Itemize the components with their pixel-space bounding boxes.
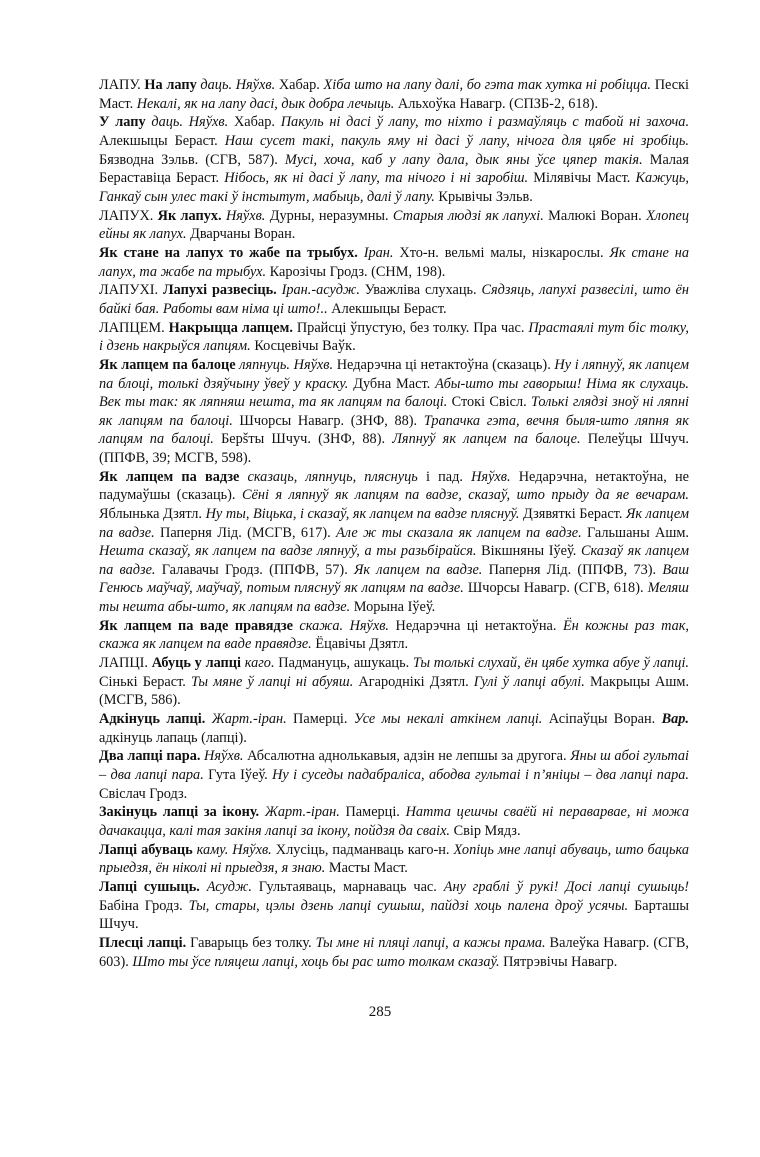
text-run: Агароднікі Дзятл. [353, 673, 474, 690]
italic-run: Іран. [357, 244, 394, 261]
italic-run: Жарт.-іран. [259, 804, 340, 821]
headword: Як лапцем па ваде правядзе [99, 617, 293, 634]
text-run: Малая Бераставіца Бераст. [99, 151, 689, 187]
italic-run: Трапачка гэта, вечня быля-што ляпня як лапцям па балоці. [99, 412, 689, 448]
text-run: ЛАПЦЕМ. [99, 319, 169, 336]
entry-paragraph [99, 617, 689, 654]
headword: Адкінуць лапці. [99, 711, 206, 728]
italic-run: Няўхв. [471, 468, 511, 485]
entry-paragraph [99, 934, 689, 971]
text-run: Дварчаны Воран. [186, 226, 296, 243]
dictionary-page [99, 76, 689, 972]
italic-run: Як лапцем па вадзе. [99, 505, 689, 541]
italic-run: Хлопец ейны як лапух. [99, 207, 689, 243]
entry-paragraph [99, 244, 689, 281]
italic-run: Ты, стары, цэлы дзень лапці сушыш, пайдзі хоць палена дроў усячы. [188, 897, 629, 914]
italic-run: Усе мы некалі аткінем лапці. [353, 711, 543, 728]
bold-italic-run: Вар. [661, 711, 689, 728]
text-run: ЛАПУХ. [99, 207, 158, 224]
italic-run: Прастаялі тут біс толку, і дзень накрыўся лапцям. [99, 319, 689, 355]
text-run: Хабар. [228, 114, 281, 131]
italic-run: Ваш Генюсь маўчаў, маўчаў, потым пляснуў як лапцям па вадзе. [99, 561, 690, 597]
italic-run: Кажуць, Ганкаў сын улес такі ў інстытут, мабыць, далі ў лапу. [99, 170, 689, 205]
text-run: Крывічы Зэльв. [434, 188, 533, 205]
entry-paragraph [99, 468, 689, 617]
text-run: Валеўка Навагр. (СГВ, 603). [99, 935, 690, 970]
text-run: Хто-н. вельмі малы, нізкарослы. [393, 244, 610, 261]
text-run: Вікшняны Іўеў. [476, 543, 581, 560]
italic-run: сказаць, ляпнуць, пляснуць [239, 468, 418, 485]
italic-run: Іран.-асудж. [276, 282, 360, 299]
italic-run: Меляш ты нешта абы-што, як лапцям па вадзе. [99, 580, 689, 615]
text-run: Хабар. [275, 77, 324, 93]
italic-run: Старыя людзі як лапухі. [392, 207, 544, 224]
text-run: Ёцавічы Дзятл. [311, 636, 409, 653]
entry-paragraph [99, 841, 689, 878]
italic-run: Ты мне ні пляці лапці, а кажы прама. [315, 935, 546, 952]
headword: У лапу [99, 114, 146, 131]
italic-run: Ты толькі слухай, ён цябе хутка абуе ў лапці. [412, 655, 690, 672]
text-run: Уважліва слухаць. [359, 282, 482, 299]
headword: Як лапцем па вадзе [99, 468, 240, 485]
text-run: Недарэчна, нетактоўна, не падумаўшы (сказаць). [99, 468, 689, 504]
text-run: Макрыцы Ашм. (МСГВ, 586). [99, 673, 690, 709]
text-run: Барташы Шчуч. [99, 897, 689, 933]
text-run: Сінькі Бераст. [99, 673, 191, 690]
text-run: Недарэчна ці нетактоўна. [389, 617, 563, 634]
headword: Як лапцем па балоце [99, 357, 236, 374]
entry-paragraph [99, 113, 689, 206]
italic-run: Хіба што на лапу далі, бо гэта так хутка ні робіцца. [323, 77, 652, 93]
text-run: ЛАПУ. [99, 77, 145, 93]
italic-run: Але ж ты сказала як лапцем па вадзе. [336, 524, 582, 541]
text-run: Шчорсы Навагр. (СГВ, 618). [463, 580, 648, 597]
italic-run: Ляпнуў як лапцем па балоце. [392, 431, 581, 448]
entry-paragraph [99, 747, 689, 803]
italic-run: Мусі, хоча, каб у лапу дала, дык яны ўсе цяпер такія. [284, 151, 643, 168]
text-run: Дзявяткі Бераст. [519, 505, 626, 522]
text-run: Пятрэвічы Навагр. [499, 953, 618, 970]
italic-run: Асудж. [199, 879, 252, 896]
italic-run: каму. Няўхв. [192, 841, 272, 858]
text-run: Бязводна Зэльв. (СГВ, 587). [99, 151, 285, 168]
entry-paragraph [99, 207, 689, 244]
text-run: ЛАПЦІ. [99, 655, 152, 672]
text-run: Дубна Маст. [348, 375, 436, 392]
headword: Лапці сушыць. [99, 879, 200, 896]
italic-run: Няўхв. [221, 207, 266, 224]
italic-run: Яны ш абоі гультаі – два лапці пара. [99, 748, 690, 784]
text-run: Алекшыцы Бераст. [99, 132, 225, 149]
italic-run: Сядзяць, лапухі развесілі, што ён байкі бая. Работы вам німа ці што!.. [99, 282, 689, 317]
headword: Як стане на лапух то жабе па трыбух. [99, 244, 358, 261]
italic-run: Гулі ў лапці абулі. [473, 673, 585, 690]
text-run: Бабіна Гродз. [99, 897, 189, 914]
italic-run: Пакуль ні дасі ў лапу, то ніхто і размаўляць с табой ні захоча. [280, 114, 690, 131]
headword: Плесці лапці. [99, 935, 187, 952]
italic-run: Ты мяне ў лапці ні абуяш. [190, 673, 354, 690]
headword: Абуць у лапці [151, 655, 241, 672]
italic-run: Ну і суседы падабраліса, абодва гультаі і п’яніцы – два лапці пара. [272, 767, 689, 784]
italic-run: Натта цешчы сваёй ні пераварвае, ні можа дачакацца, калі тая закіня лапці за ікону, пойдзя да сваіх. [99, 804, 689, 839]
text-run: Берšты Шчуч. (ЗНФ, 88). [213, 431, 393, 448]
text-run: Гальшаны Ашм. [581, 524, 689, 541]
italic-run: Ён кожны раз так, скажа як лапцем па ваде правядзе. [99, 617, 689, 653]
headword: Накрыцца лапцем. [168, 319, 293, 336]
italic-run: Нешта сказаў, як лапцем па вадзе ляпнуў, а ты разьбірайся. [99, 543, 477, 560]
text-run: Абсалютна аднолькавыя, адзін не лепшы за другога. [243, 748, 571, 765]
italic-run: Толькі глядзі зноў ні ляпні як лапцям па балоці. [99, 394, 690, 429]
text-run: Галавачы Гродз. (ППФВ, 57). [155, 561, 354, 578]
text-run: Прайсці ўпустую, без толку. Пра час. [292, 319, 529, 336]
italic-run: Наш сусет такі, пакуль яму ні дасі ў лапу, нічога для цябе ні зробіць. [224, 132, 690, 149]
text-run: Свіслач Гродз. [99, 785, 188, 802]
italic-run: каго. [241, 655, 275, 672]
text-run: Масты Маст. [325, 860, 408, 877]
italic-run: Сказаў як лапцем па вадзе. [99, 543, 689, 578]
headword: На лапу [144, 77, 197, 93]
text-run: Пескі Маст. [99, 77, 689, 112]
text-run: Падмануць, ашукаць. [274, 655, 413, 672]
text-run: Дурны, неразумны. [265, 207, 393, 224]
page-number: 285 [368, 1004, 392, 1020]
entry-paragraph [99, 878, 689, 934]
headword: Два лапці пара. [99, 748, 201, 765]
text-run: Свір Мядз. [450, 823, 521, 839]
entry-paragraph [99, 281, 689, 318]
headword: Лапухі развесіць. [163, 282, 277, 299]
text-run: Памерці. [286, 711, 354, 728]
headword: Лапці абуваць [99, 841, 193, 858]
italic-run: Няўхв. [200, 748, 244, 765]
text-run: Стокі Свісл. [447, 394, 531, 411]
italic-run: Сёні я ляпнуў як лапцям па вадзе, сказаў, што прыду да яе вечарам. [242, 487, 689, 504]
entry-paragraph [99, 803, 689, 840]
text-run: Гута Іўеў. [203, 767, 273, 784]
headword: Як лапух. [157, 207, 222, 224]
headword: Закінуць лапці за ікону. [99, 804, 260, 821]
text-run: адкінуць лапаць (лапці). [99, 729, 247, 746]
italic-run: Ану граблі ў рукі! Досі лапці сушыць! [443, 879, 690, 896]
italic-run: Жарт.-іран. [205, 711, 287, 728]
italic-run: скажа. Няўхв. [292, 617, 390, 634]
text-run: Памерці. [339, 804, 406, 821]
entry-paragraph [99, 319, 689, 356]
italic-run: даць. Няўхв. [196, 77, 276, 93]
text-run: Малюкі Воран. [543, 207, 647, 224]
text-run: Гаварыць без толку. [186, 935, 316, 952]
italic-run: Некалі, як на лапу дасі, дык добра лечыць. [136, 95, 395, 112]
italic-run: Абы-што ты гаворыш! Німа як слухаць. Век ты так: як ляпняш нешта, та як лапцям па балоці. [99, 375, 689, 411]
text-run: Пелеўцы Шчуч. (ППФВ, 39; МСГВ, 598). [99, 431, 689, 466]
entry-paragraph [99, 654, 689, 710]
italic-run: Што ты ўсе пляцеш лапці, хоць бы рас што толкам сказаў. [132, 953, 500, 970]
text-run: Гультаяваць, марнаваць час. [251, 879, 444, 896]
italic-run: Як стане на лапух, та жабе па трыбух. [99, 244, 689, 280]
entry-paragraph [99, 76, 689, 113]
text-run: Косцевічы Ваўк. [250, 338, 356, 355]
text-run: Хлусіць, падманваць каго-н. [271, 841, 454, 858]
text-run: Алекшыцы Бераст. [327, 300, 447, 317]
text-run: Паперня Лід. (ППФВ, 73). [482, 561, 663, 578]
text-run: Морына Іўеў. [350, 598, 436, 615]
text-run: ЛАПУХІ. [99, 282, 163, 299]
italic-run: Ну і ляпнуў, як лапцем па блоці, толькі дзяўчыну ўвеў у краску. [99, 357, 689, 392]
text-run: Недарэчна ці нетактоўна (сказаць). [333, 357, 555, 374]
italic-run: Нібось, як ні дасі ў лапу, та нічого і ні заробіш. [224, 170, 529, 187]
italic-run: ляпнуць. Няўхв. [235, 357, 334, 374]
text-run: Яблынька Дзятл. [99, 505, 206, 522]
text-run: Шчорсы Навагр. (ЗНФ, 88). [232, 412, 424, 429]
italic-run: даць. Няўхв. [145, 114, 229, 131]
italic-run: Хопіць мне лапці абуваць, што бацька прыедзя, ён ніколі ні прыедзя, я знаю. [99, 841, 690, 877]
italic-run: Як лапцем па вадзе. [354, 561, 483, 578]
text-run: і пад. [417, 468, 472, 485]
text-run: Асіпаўцы Воран. [542, 711, 662, 728]
text-run: Альхоўка Навагр. (СПЗБ-2, 618). [394, 95, 599, 112]
text-run: Мілявічы Маст. [528, 170, 636, 187]
entry-paragraph [99, 710, 689, 747]
text-run: Паперня Лід. (МСГВ, 617). [154, 524, 337, 541]
text-run: Карозічы Гродз. (СНМ, 198). [266, 263, 446, 280]
italic-run: Ну ты, Віцька, і сказаў, як лапцем па вадзе пляснуў. [205, 505, 520, 522]
entry-paragraph [99, 356, 689, 468]
